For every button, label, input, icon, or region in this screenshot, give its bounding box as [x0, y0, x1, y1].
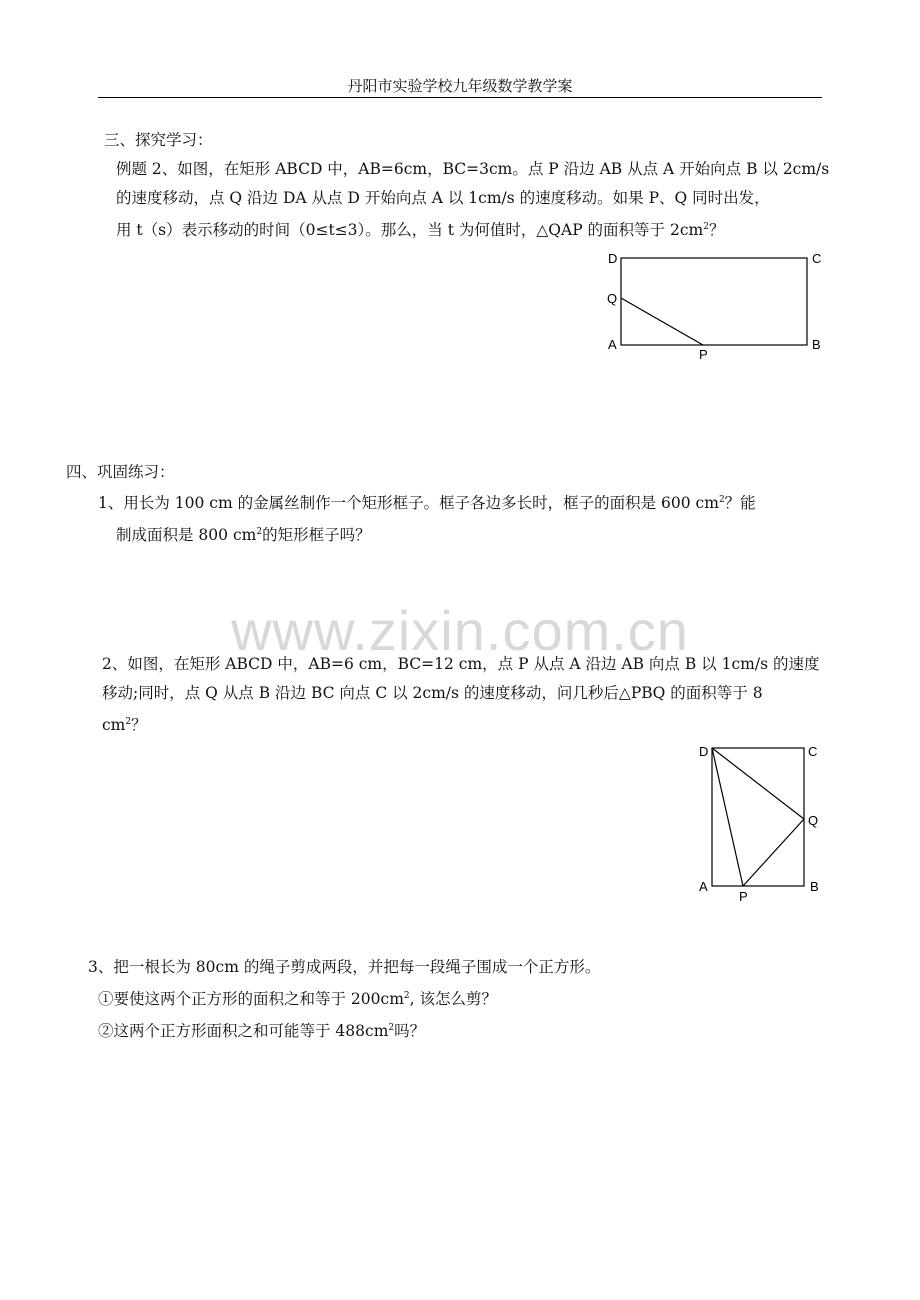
segment-pq	[743, 819, 804, 886]
section-4-heading: 四、巩固练习：	[66, 463, 175, 481]
superscript-2: 2	[703, 222, 709, 232]
q2-line-1: 2、如图，在矩形 ABCD 中，AB=6 cm，BC=12 cm，点 P 从点 A 沿边 AB 向点 B 以 1cm/s 的速度	[102, 655, 820, 673]
question-3	[88, 953, 600, 1046]
label-c: C	[812, 251, 822, 266]
label-p: P	[739, 889, 748, 904]
question-1	[98, 486, 756, 550]
label-b: B	[810, 879, 819, 894]
example-line-1: 例题 2、如图，在矩形 ABCD 中，AB=6cm，BC=3cm。点 P 沿边 AB 从点 A 开始向点 B 以 2cm/s	[116, 160, 830, 178]
q3-line-2	[88, 982, 600, 1014]
q3-line-1: 3、把一根长为 80cm 的绳子剪成两段，并把每一段绳子围成一个正方形。	[88, 958, 601, 976]
label-a: A	[608, 337, 617, 352]
figure-rectangle-abcd-2	[692, 738, 832, 906]
label-q: Q	[607, 291, 618, 306]
q2-line-3	[102, 708, 819, 740]
q3-line-3-text: ②这两个正方形面积之和可能等于 488cm	[98, 1022, 389, 1041]
example-2-text	[116, 155, 829, 245]
segment-qp	[621, 298, 703, 345]
superscript-2: 2	[125, 717, 132, 727]
figure-rectangle-abcd-1	[600, 248, 840, 364]
q2-line-2: 移动;同时，点 Q 从点 B 沿边 BC 向点 C 以 2cm/s 的速度移动，问几秒后△PBQ 的面积等于 8	[102, 684, 763, 702]
example-line-2: 的速度移动，点 Q 沿边 DA 从点 D 开始向点 A 以 1cm/s 的速度移动。如果 P、Q 同时出发，	[116, 189, 770, 207]
superscript-2: 2	[388, 1023, 395, 1034]
q2-line-3-text: cm	[102, 716, 126, 735]
question-2	[102, 650, 819, 740]
label-c: C	[808, 744, 818, 759]
superscript-2: 2	[256, 527, 263, 538]
q1-line-2-text: 制成面积是 800 cm	[116, 526, 257, 545]
q3-line-2-end: , 该怎么剪？	[409, 990, 497, 1009]
label-d: D	[608, 251, 618, 266]
superscript-2: 2	[718, 495, 725, 505]
example-line-3	[116, 213, 829, 245]
rectangle-abcd	[712, 748, 804, 886]
page-header: 丹阳市实验学校九年级数学教学案	[347, 77, 573, 95]
label-a: A	[699, 879, 708, 894]
label-d: D	[699, 744, 709, 759]
q1-line-1-text: 1、用长为 100 cm 的金属丝制作一个矩形框子。框子各边多长时，框子的面积是 600 cm	[98, 494, 719, 513]
example-line-3-end: ？	[708, 221, 725, 240]
q1-line-1-end: ？能	[724, 494, 756, 513]
label-q: Q	[808, 813, 819, 828]
header-rule	[98, 97, 822, 98]
example-line-3-text: 用 t（s）表示移动的时间（0≤t≤3）。那么，当 t 为何值时，△QAP 的面积等于 2cm	[116, 221, 704, 240]
q3-line-3	[88, 1014, 600, 1046]
watermark: www.zixin.com.cn	[231, 599, 689, 662]
q3-line-3-end: 吗？	[394, 1022, 426, 1041]
label-p: P	[699, 347, 708, 362]
rectangle-abcd	[621, 258, 807, 345]
q1-line-1	[98, 486, 756, 518]
section-3-heading: 三、探究学习：	[104, 131, 213, 149]
superscript-2: 2	[403, 991, 410, 1001]
q2-line-3-end: ？	[131, 716, 147, 735]
q3-line-2-text: ①要使这两个正方形的面积之和等于 200cm	[98, 990, 404, 1009]
label-b: B	[812, 337, 821, 352]
q1-line-2-end: 的矩形框子吗？	[262, 526, 371, 545]
q1-line-2	[98, 518, 756, 550]
